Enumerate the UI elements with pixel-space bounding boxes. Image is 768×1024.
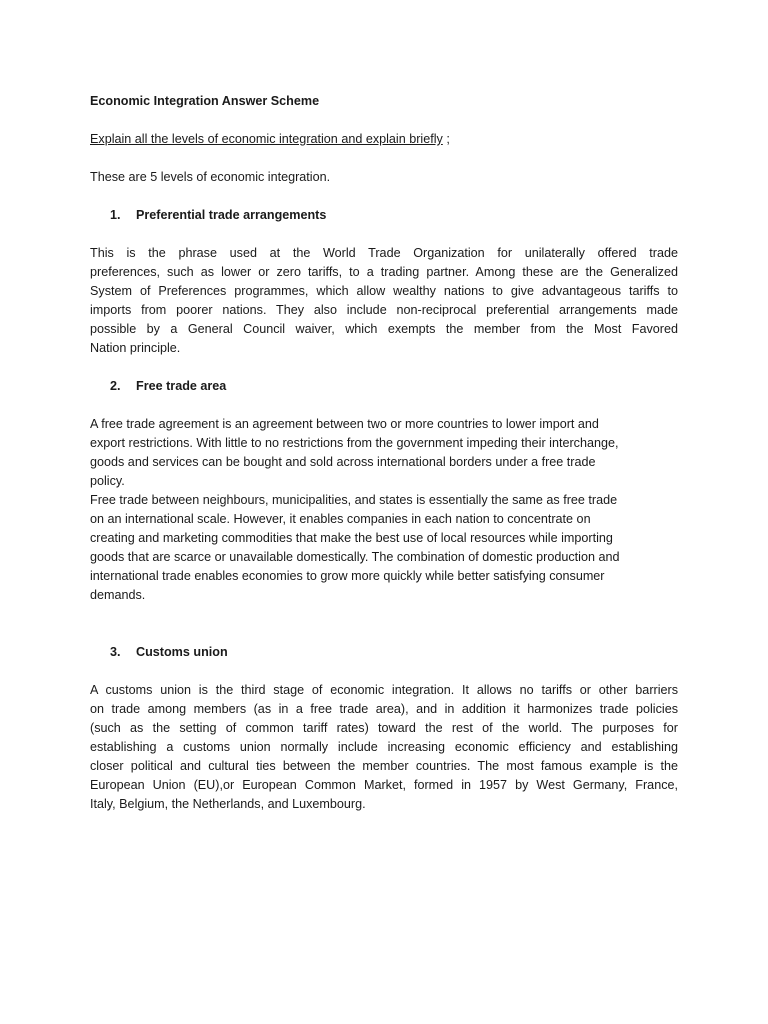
paragraph-line: Nation principle. (90, 341, 181, 355)
section-number: 3. (110, 645, 121, 659)
section-heading-preferential-trade (90, 206, 678, 225)
section-paragraph (90, 491, 678, 605)
paragraph-line: Free trade between neighbours, municipalities, and states is essentially the same as free trade (90, 493, 618, 507)
paragraph-line: export restrictions. With little to no restrictions from the government impeding their interchange, (90, 436, 619, 450)
paragraph-line: European Union (EU),or European Common Market, formed in 1957 by West Germany, France, (90, 778, 678, 792)
section-title: Preferential trade arrangements (136, 208, 327, 222)
paragraph-line: A customs union is the third stage of economic integration. It allows no tariffs or other barriers (90, 683, 678, 697)
paragraph-line: on trade among members (as in a free trade area), and in addition it harmonizes trade policies (90, 702, 678, 716)
paragraph-line: A free trade agreement is an agreement between two or more countries to lower import and (90, 417, 599, 431)
paragraph-line: (such as the setting of common tariff rates) toward the rest of the world. The purposes for (90, 721, 678, 735)
paragraph-line: establishing a customs union normally include increasing economic efficiency and establishing (90, 740, 678, 754)
paragraph-line: international trade enables economies to grow more quickly while better satisfying consumer (90, 569, 605, 583)
section-number: 2. (110, 379, 121, 393)
paragraph-line: possible by a General Council waiver, which exempts the member from the Most Favored (90, 322, 678, 336)
section-number: 1. (110, 208, 121, 222)
paragraph-line: goods and services can be bought and sold across international borders under a free trade (90, 455, 596, 469)
section-heading-customs-union (90, 643, 678, 662)
intro-text: These are 5 levels of economic integration. (90, 170, 331, 184)
paragraph-line: preferences, such as lower or zero tariffs, to a trading partner. Among these are the Generalized (90, 265, 678, 279)
paragraph-line: creating and marketing commodities that make the best use of local resources while importing (90, 531, 613, 545)
section-heading-free-trade-area (90, 377, 678, 396)
section-paragraph (90, 681, 678, 814)
document-body (90, 92, 678, 814)
paragraph-line: on an international scale. However, it enables companies in each nation to concentrate on (90, 512, 591, 526)
paragraph-line: demands. (90, 588, 146, 602)
paragraph-line: This is the phrase used at the World Trade Organization for unilaterally offered trade (90, 246, 678, 260)
document-title: Economic Integration Answer Scheme (90, 94, 320, 108)
paragraph-line: goods that are scarce or unavailable domestically. The combination of domestic production and (90, 550, 620, 564)
paragraph-line: Italy, Belgium, the Netherlands, and Luxembourg. (90, 797, 366, 811)
question-suffix: ; (442, 132, 450, 146)
question-line (90, 130, 678, 149)
question-text: Explain all the levels of economic integration and explain briefly (90, 132, 443, 146)
paragraph-line: System of Preferences programmes, which allow wealthy nations to give advantageous tariffs to (90, 284, 678, 298)
paragraph-line: closer political and cultural ties between the member countries. The most famous example is the (90, 759, 678, 773)
section-title: Free trade area (136, 379, 227, 393)
section-paragraph (90, 415, 678, 491)
paragraph-line: policy. (90, 474, 125, 488)
section-title: Customs union (136, 645, 228, 659)
section-paragraph (90, 244, 678, 358)
paragraph-line: imports from poorer nations. They also include non-reciprocal preferential arrangements made (90, 303, 678, 317)
